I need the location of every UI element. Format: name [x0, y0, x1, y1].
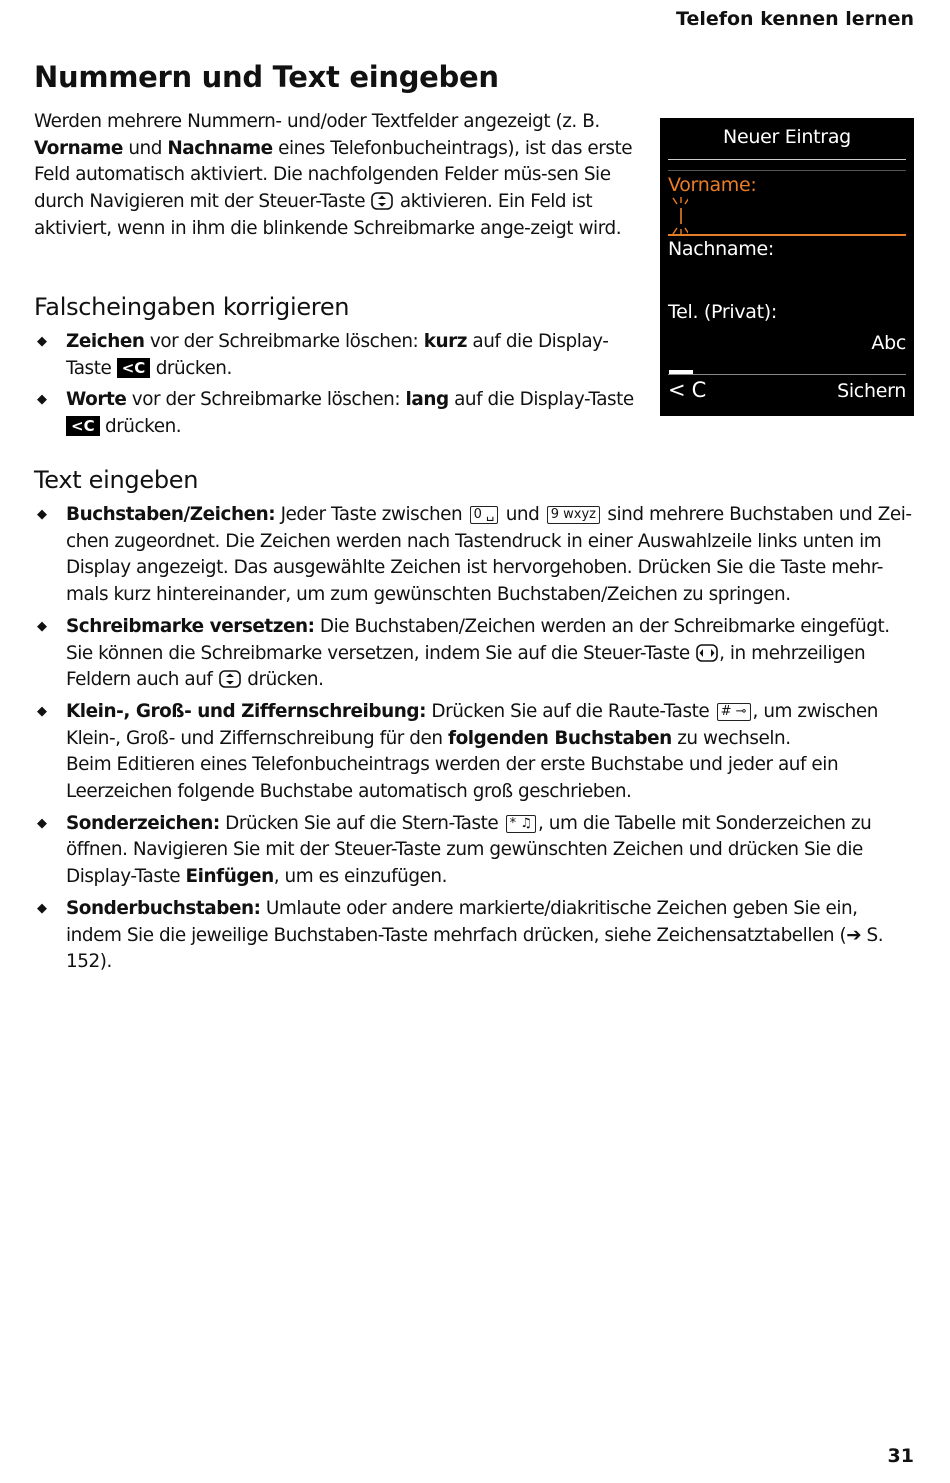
- list-item: ◆ Zeichen vor der Schreibmarke löschen: kurz auf die Display-Taste <C drücken.: [37, 331, 609, 379]
- nav-updown-icon: [218, 670, 242, 688]
- section-heading: Falscheingaben korrigieren: [34, 293, 350, 321]
- list-item: ◆ Klein-, Groß- und Ziffernschreibung: Drücken Sie auf die Raute-Taste # ⊸ , um zwischen Klein-, Groß- und Ziffernschreibung für den folgenden Buchstaben zu wechseln. Beim Editieren eines Telefonbucheintrags werden der erste Buchstabe und jeder auf ein Leerzeichen folgende Buchstabe automatisch groß geschrieben.: [37, 700, 878, 803]
- star-key-icon: * ♫: [506, 815, 536, 833]
- display-active-underline: [668, 234, 906, 236]
- nav-updown-icon: [370, 192, 394, 210]
- intro-paragraph: Werden mehrere Nummern- und/oder Textfelder angezeigt (z. B. Vorname und Nachname eines Telefonbucheintrags), ist das erste Feld automatisch aktiviert. Die nachfolgenden Felder müs-sen Sie durch Navigieren mit der Steuer-Taste aktivieren. Ein Feld ist aktiviert, wenn in ihm die blinkende Schreibmarke ange-zeigt wird.: [34, 111, 633, 239]
- nav-leftright-icon: [695, 644, 719, 662]
- display-field-tel-privat: Tel. (Privat):: [668, 301, 778, 323]
- display-divider: [668, 170, 906, 171]
- display-back-softkey: < C: [668, 378, 707, 402]
- list-item: ◆ Worte vor der Schreibmarke löschen: lang auf die Display-Taste <C drücken.: [37, 389, 634, 438]
- display-field-vorname: Vorname:: [668, 174, 757, 196]
- list-item: ◆ Buchstaben/Zeichen: Jeder Taste zwischen 0 ␣ und 9 wxyz sind mehrere Buchstaben und Zei-chen zugeordnet. Die Zeichen werden nach Tastendruck in einer Auswahlzeile links unten im Display angezeigt. Das ausgewählte Zeichen ist hervorgehoben. Drücken Sie die Taste mehr-mals kurz hintereinander, um zum gewünschten Buchstaben/Zeichen zu springen.: [37, 504, 912, 606]
- clear-key-icon: <C: [117, 358, 151, 378]
- section-heading: Text eingeben: [34, 466, 199, 494]
- running-header: Telefon kennen lernen: [676, 8, 914, 30]
- display-field-nachname: Nachname:: [668, 238, 774, 260]
- page-title: Nummern und Text eingeben: [34, 60, 499, 94]
- key-9-icon: 9 wxyz: [547, 506, 600, 524]
- blinking-cursor-icon: [668, 196, 688, 236]
- list-item: ◆ Sonderzeichen: Drücken Sie auf die Stern-Taste * ♫ , um die Tabelle mit Sonderzeichen zu öffnen. Navigieren Sie mit der Steuer-Taste zum gewünschten Zeichen und drücken Sie die Display-Taste Einfügen, um es einzufügen.: [37, 812, 872, 888]
- display-save-softkey: Sichern: [837, 380, 906, 402]
- display-input-mode: Abc: [871, 332, 906, 354]
- section-falscheingaben: [34, 293, 634, 446]
- clear-key-icon: <C: [66, 416, 100, 436]
- list-item: ◆ Schreibmarke versetzen: Die Buchstaben/Zeichen werden an der Schreibmarke eingefügt. Sie können die Schreibmarke versetzen, indem Sie auf die Steuer-Taste , in mehrzeiligen Feldern auch auf drücken.: [37, 615, 890, 691]
- page-number: 31: [887, 1445, 914, 1467]
- handset-display: [660, 118, 914, 416]
- list-item: ◆ Sonderbuchstaben: Umlaute oder andere markierte/diakritische Zeichen geben Sie ein, indem Sie die jeweilige Buchstaben-Taste mehrfach drücken, siehe Zeichensatztabellen (➔ S. 152).: [37, 897, 884, 973]
- section-text-eingeben: [34, 466, 918, 981]
- hash-key-icon: # ⊸: [717, 703, 751, 721]
- arrow-right-icon: ➔: [846, 924, 862, 946]
- display-divider: [668, 374, 906, 375]
- display-title: Neuer Eintrag: [723, 126, 851, 148]
- display-divider: [668, 159, 906, 160]
- key-0-icon: 0 ␣: [470, 506, 499, 524]
